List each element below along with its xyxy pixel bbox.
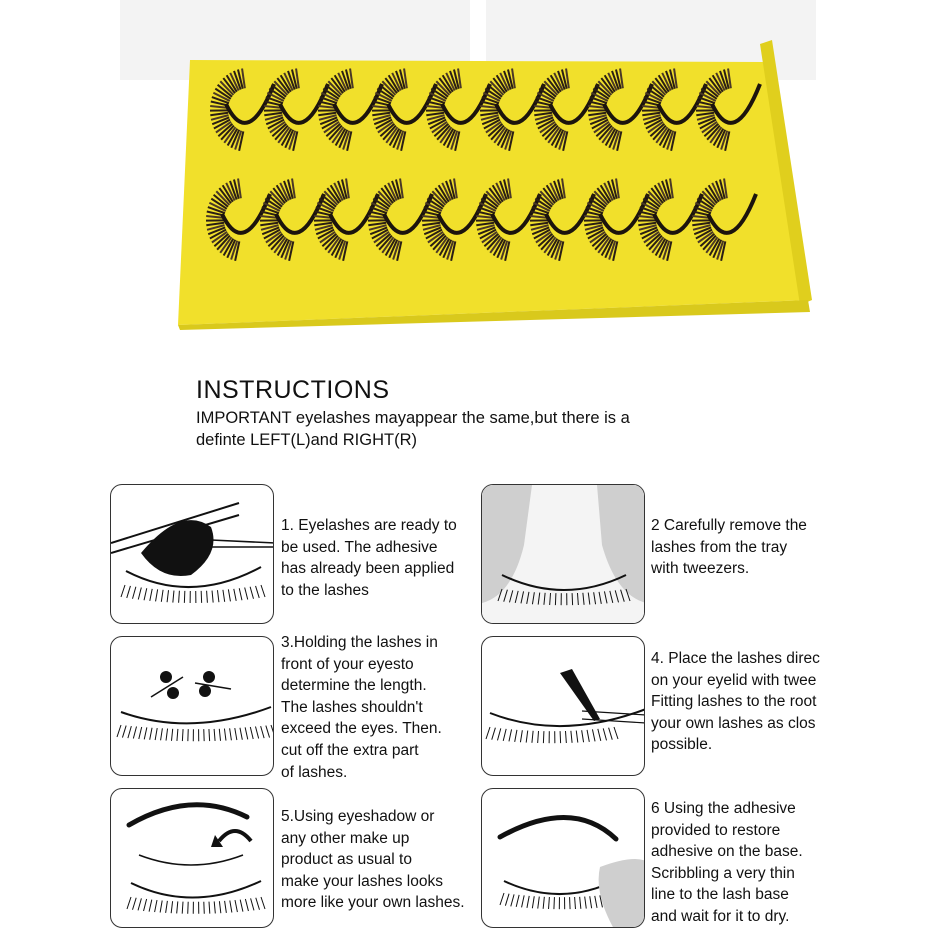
step-1-illustration [110,484,274,624]
lash-lines [117,725,274,741]
step-6-illustration [481,788,645,928]
step-4-text: 4. Place the lashes direc on your eyelid with twee Fitting lashes to the root your own lashes as clos possible. [651,650,820,754]
step-2-text: 2 Carefully remove the lashes from the tray with tweezers. [651,517,807,578]
lash-lines [127,897,265,914]
tweezers-apply-icon [482,637,645,776]
instructions-title: INSTRUCTIONS [196,376,390,404]
tweezers-icon [482,485,645,624]
adhesive-icon [482,789,645,928]
step-5-text: 5.Using eyeshadow or any other make up product as usual to make your lashes looks more like your own lashes. [281,808,465,912]
step-3-illustration [110,636,274,776]
step-1-text: 1. Eyelashes are ready to be used. The adhesive has already been applied to the lashes [281,517,457,599]
eyeshadow-blend-icon [111,789,274,928]
instructions-subtitle: IMPORTANT eyelashes mayappear the same,but there is a definte LEFT(L)and RIGHT(R) [196,409,630,449]
lash-lines [486,727,618,743]
step-2-illustration [481,484,645,624]
step-4-illustration [481,636,645,776]
product-image [0,0,946,345]
step-6-text: 6 Using the adhesive provided to restore adhesive on the base. Scribbling a very thin line to the lash base and wait for it to dry. [651,800,803,925]
step-3-text: 3.Holding the lashes in front of your eyesto determine the length. The lashes shouldn't exceed the eyes. Then. cut off the extra part of lashes. [281,634,442,781]
eye-closed-with-lash-icon [111,485,274,624]
scissors-icon [111,637,274,776]
lash-tray-illustration [0,0,946,345]
step-5-illustration [110,788,274,928]
